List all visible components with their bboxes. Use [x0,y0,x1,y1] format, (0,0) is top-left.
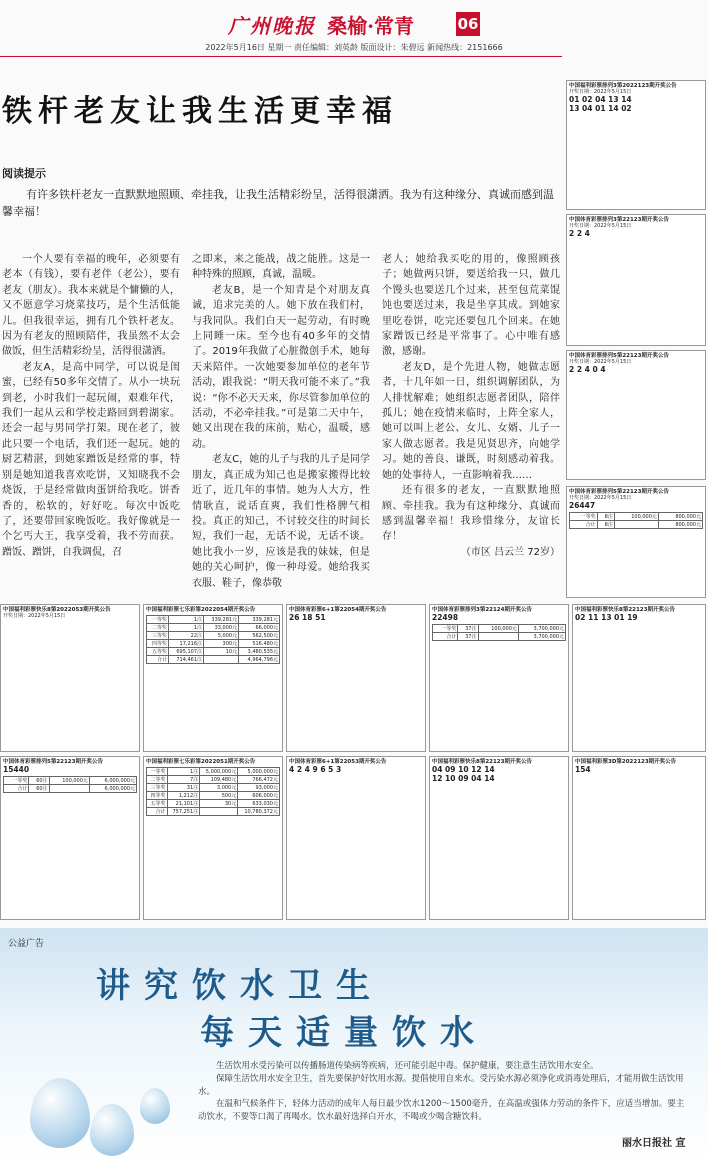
prize-table [569,512,703,529]
water-drop-image [140,1088,170,1124]
cell: 合计 [4,785,29,793]
cell: 5,000元 [204,632,239,640]
ad-slogan-1: 讲究饮水卫生 [96,966,384,1006]
cell: 66,000元 [239,624,280,632]
lottery-box [286,756,426,920]
lottery-box [143,604,283,752]
prize-table [146,767,280,816]
table-row [147,648,280,656]
table-row [147,624,280,632]
article-column-2 [192,252,370,591]
cell [614,521,658,529]
lottery-date: 开奖日期：2022年5月15日 [569,89,632,95]
paragraph: 还有很多的老友，一直默默地照顾、牵挂我。我为有这种缘分、真诚而感到温馨幸福！我珍惜缘分，友谊长存！ [382,485,560,543]
cell: 三等奖 [147,784,168,792]
cell: 100,000元 [49,777,89,785]
cell [49,785,89,793]
cell: 一等奖 [147,616,169,624]
lottery-title: 中国福利彩票快乐8第22123期开奖公告 [575,607,675,613]
cell: 766,472元 [238,776,280,784]
water-drop-image [30,1078,90,1148]
cell: 6,000,000元 [89,777,136,785]
byline: （市区 吕云兰 72岁） [460,546,560,558]
table-row [433,633,566,641]
table-row [4,777,137,785]
cell: 757,251注 [167,808,200,816]
cell: 二等奖 [147,624,169,632]
prize-table [432,624,566,641]
page-number: 06 [456,12,480,36]
cell: 8注 [597,513,614,521]
cell: 10,780,372元 [238,808,280,816]
cell: 516,480元 [239,640,280,648]
prize-table [146,615,280,664]
cell [204,656,239,664]
cell: 33,000元 [204,624,239,632]
cell: 1注 [167,768,200,776]
lead-label: 阅读提示 [2,167,46,180]
lottery-box [566,486,706,598]
table-row [147,656,280,664]
cell: 3,700,000元 [518,625,565,633]
dateline: 2022年5月16日 星期一 责任编辑：刘英龄 版面设计：朱碧远 新闻热线：2151666 [205,43,503,52]
cell: 606,000元 [238,792,280,800]
cell: 21,101注 [167,800,200,808]
cell: 一等奖 [147,768,168,776]
lottery-box [572,604,706,752]
cell: 6,000,000元 [89,785,136,793]
cell: 562,500元 [239,632,280,640]
section-name: 桑榆·常青 [327,14,415,38]
cell: 8注 [597,521,614,529]
lottery-title: 中国福利彩票七乐彩第2022054期开奖公告 [146,607,256,613]
lottery-title: 中国体育彩票排列5第22123期开奖公告 [569,353,669,359]
lottery-box [572,756,706,920]
table-row [147,808,280,816]
cell: 五等奖 [147,800,168,808]
headline: 铁杆老友让我生活更幸福 [2,94,398,129]
lottery-title: 中国福利彩票七乐彩第2022051期开奖公告 [146,759,256,765]
cell [478,633,518,641]
lottery-number-2: 13 04 01 14 02 [569,104,632,113]
paragraph: 老人；她给我买吃的用的，像照顾孩子；她做两只饼，要送给我一只，做几个馒头也要送几个过来，甚至包荒菜馄饨也要送过来，我是坐享其成。到她家里吃卷饼，吃完还要包几个回来。在她家蹭饭已经是平常事了。心中唯有感激，感谢。 [382,254,560,358]
paragraph: 老友C，她的儿子与我的儿子是同学朋友，真正成为知己也是搬家搬得比较近了，近几年的事情。她为人大方，性情耿直，说话直爽，我们性格脾气相投。真正的知己，不讨较交往的时间长短，我们一起，无话不说，无话不谈。她比我小一岁，应该是我的妹妹，但是她的关心呵护，像一种母爱。她给我买衣服、鞋子，像恭敬 [192,454,370,589]
table-row [147,776,280,784]
cell: 3,480,535元 [239,648,280,656]
paragraph: 之即来，来之能战，战之能胜。这是一种特殊的照顾，真诚，温暖。 [192,254,370,281]
table-row [570,521,703,529]
paragraph: 老友D，是个先进人物，她做志愿者，十几年如一日，组织调解团队，为人排忧解难；她组织志愿者团队，陪伴孤儿；她在疫情来临时，上阵全家人，她可以叫上老公、女儿、女婿、儿子一家人做志愿者。我是见贤思齐，向她学习。她的善良、谦既，时刻感动着我。她的处事待人，一直影响着我…… [382,361,560,481]
prize-table [3,776,137,793]
cell: 一等奖 [4,777,29,785]
lottery-number: 02 11 13 01 19 [575,613,638,622]
paragraph: 在温和气候条件下，轻体力活动的成年人每日最少饮水1200～1500毫升，在高温或强体力劳动的条件下，应适当增加。要主动饮水，不要等口渴了再喝水。饮水最好选择白开水，不喝或少喝含糖饮料。 [198,1099,685,1123]
cell: 93,000元 [238,784,280,792]
lottery-number-2: 12 10 09 04 14 [432,774,495,783]
cell: 339,281元 [204,616,239,624]
table-row [147,616,280,624]
paper-name: 广州晚报 [228,14,316,38]
table-row [147,640,280,648]
cell: 633,030元 [238,800,280,808]
cell: 3,700,000元 [518,633,565,641]
paragraph: 老友A，是高中同学，可以说是闺蜜，已经有50多年交情了。从小一块玩到老，小时我们一起玩闹，艰难年代，我们一起从云和学校走路回到碧湖家。还会一起与男同学打架。现在老了，彼此只要一个电话，我们还一起玩。她的厨艺精湛，到她家蹭饭是经常的事，特别是她知道我喜欢吃饼，又知晓我不会烧饭，于是经常做肉蛋饼给我吃。饼香香的，松软的，好好吃。每次中饭吃了，还要带回家晚饭吃。我好像就是一个乞丐大王，我享受着，我不劳而获。蹭饭、蹭饼，自我调侃，召 [2,361,180,558]
paragraph: 生活饮用水受污染可以传播肠道传染病等疾病，还可能引起中毒。保护健康，要注意生活饮用水安全。 [216,1061,599,1071]
lottery-title: 中国福利彩票快乐8第22123期开奖公告 [432,759,532,765]
cell: 1,212注 [167,792,200,800]
article-column-1 [2,252,180,560]
cell: 100,000元 [478,625,518,633]
lottery-number: 04 09 10 12 14 [432,765,495,774]
lottery-title: 中国体育彩票排列3第22124期开奖公告 [432,607,532,613]
lead-text: 有许多铁杆老友一直默默地照顾、牵挂我，让我生活精彩纷呈，活得很潇洒。我为有这种缘分、真诚而感到温馨幸福！ [2,188,554,218]
lottery-title: 中国福利彩票排列3第2022123期开奖公告 [569,83,677,89]
lottery-title: 中国体育彩票排列5第22123期开奖公告 [3,759,103,765]
cell: 17,216注 [169,640,204,648]
article-column-3 [382,252,560,560]
cell: 合计 [433,633,458,641]
lottery-number: 154 [575,765,591,774]
ad-slogan-2: 每天适量饮水 [200,1013,488,1053]
lottery-number: 4 2 4 9 6 5 3 [289,765,342,774]
cell: 合计 [147,656,169,664]
lottery-title: 中国体育彩票排列3第22123期开奖公告 [569,217,669,223]
cell: 109,480元 [200,776,238,784]
lottery-date: 开奖日期：2022年5月15日 [569,223,632,229]
lottery-title: 中国体育彩票6+1第22054期开奖公告 [289,607,387,613]
lottery-box [286,604,426,752]
cell: 714,461注 [169,656,204,664]
cell: 1注 [169,624,204,632]
cell: 60注 [29,785,49,793]
lottery-title: 中国福利彩票快乐8第2022053期开奖公告 [3,607,111,613]
cell: 339,281元 [239,616,280,624]
paragraph: 一个人要有幸福的晚年，必须要有老本（有钱），要有老伴（老公），要有老友（朋友）。我本来就是个慵懒的人，又不愿意学习烧菜技巧，是个生活低能儿。但我很幸运，拥有几个铁杆老友。因为有老友的照顾陪伴，我虽然不太会做饭，但生活精彩纷呈，活得很潇洒。 [2,254,180,358]
cell: 三等奖 [147,632,169,640]
cell: 1注 [169,616,204,624]
cell: 37注 [458,633,478,641]
lottery-number: 26447 [569,501,596,510]
paragraph: 老友B，是一个知青是个对朋友真诚，追求完美的人。她下放在我们村，与我同队。我们白天一起劳动，有时晚上同睡一床。至今也有40多年的交情了。2019年我做了心脏微创手术，她每天来陪伴。一次她要参加单位的老年节活动，跟我说：“明天我可能不来了。”我说：“你不必天天来，你尽管参加单位的活动，不必牵挂我。”可是第二天中午，她又出现在我的床前，贴心，温暖，感动。 [192,284,370,450]
ad-credit: 丽水日报社 宣 [622,1138,686,1149]
lottery-date: 开奖日期：2022年5月15日 [569,359,632,365]
cell: 二等奖 [147,776,168,784]
cell: 一等奖 [570,513,598,521]
lottery-box [0,756,140,920]
cell: 37注 [458,625,478,633]
cell [200,808,238,816]
cell: 695,107注 [169,648,204,656]
cell: 60注 [29,777,49,785]
cell: 5,000,000元 [238,768,280,776]
water-drop-image [90,1104,134,1156]
table-row [147,784,280,792]
table-row [147,768,280,776]
cell: 四等奖 [147,640,169,648]
lottery-date: 开奖日期：2022年5月15日 [569,495,632,501]
lottery-number: 26 18 51 [289,613,326,622]
cell: 30元 [200,800,238,808]
cell: 一等奖 [433,625,458,633]
cell: 合计 [570,521,598,529]
table-row [4,785,137,793]
lottery-box [566,80,706,210]
ad-label: 公益广告 [8,939,45,949]
header-rule [0,56,562,57]
lottery-box [429,604,569,752]
cell: 五等奖 [147,648,169,656]
lottery-number: 01 02 04 13 14 [569,95,632,104]
cell: 合计 [147,808,168,816]
cell: 31注 [167,784,200,792]
lottery-title: 中国福利彩票3D第2022123期开奖公告 [575,759,677,765]
lottery-title: 中国体育彩票6+1第22053期开奖公告 [289,759,387,765]
cell: 7注 [167,776,200,784]
lottery-number: 2 2 4 [569,229,590,238]
lottery-title: 中国体育彩票排列5第22123期开奖公告 [569,489,669,495]
cell: 800,000元 [658,521,702,529]
lottery-box [143,756,283,920]
table-row [147,792,280,800]
table-row [147,632,280,640]
cell: 四等奖 [147,792,168,800]
ad-body [198,1060,688,1124]
cell: 22注 [169,632,204,640]
lottery-box [429,756,569,920]
cell: 3,000元 [200,784,238,792]
cell: 10元 [204,648,239,656]
table-row [570,513,703,521]
lottery-number: 15440 [3,765,30,774]
cell: 300元 [204,640,239,648]
lottery-date: 开奖日期：2022年5月15日 [3,613,66,619]
table-row [147,800,280,808]
lottery-box [566,214,706,346]
lottery-number: 22498 [432,613,459,622]
cell: 4,964,796元 [239,656,280,664]
cell: 100,000元 [614,513,658,521]
lottery-box [0,604,140,752]
cell: 5,000,000元 [200,768,238,776]
paragraph: 保障生活饮用水安全卫生，首先要保护好饮用水源。提倡使用自来水。受污染水源必须净化或消毒处理后，才能用做生活饮用水。 [198,1073,684,1097]
table-row [433,625,566,633]
lottery-box [566,350,706,480]
cell: 500元 [200,792,238,800]
lottery-number: 2 2 4 0 4 [569,365,606,374]
cell: 800,000元 [658,513,702,521]
